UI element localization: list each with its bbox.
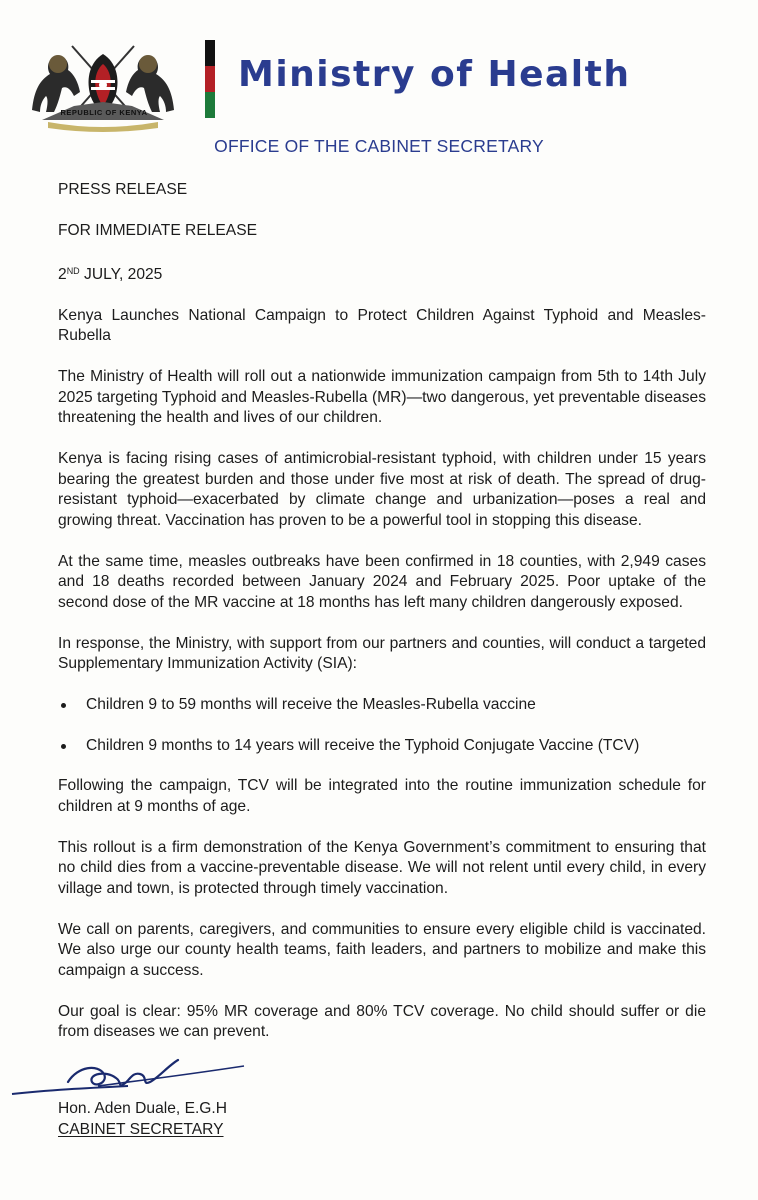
paragraph: This rollout is a firm demonstration of the Kenya Government’s commitment to ensuring that no child dies from a vaccine-preventable disease. We will not relent until every child, in every village and town, is protected through timely vaccination.: [58, 838, 706, 897]
list-item-text: Children 9 to 59 months will receive the Measles-Rubella vaccine: [86, 696, 536, 713]
paragraph: In response, the Ministry, with support from our partners and counties, will conduct a targeted Supplementary Immunization Activity (SIA):: [58, 634, 706, 672]
crest-label: REPUBLIC OF KENYA: [60, 108, 148, 117]
list-item: [58, 736, 706, 757]
paragraph: Kenya is facing rising cases of antimicrobial-resistant typhoid, with children under 15 years bearing the greatest burden and those under five most at risk of death. The spread of drug-resistant typhoid—exacerbated by climate change and urbanization—poses a real and growing threat. Vaccination has proven to be a powerful tool in stopping this disease.: [58, 450, 706, 529]
release-type: PRESS RELEASE: [58, 181, 188, 198]
paragraph: At the same time, measles outbreaks have been confirmed in 18 counties, with 2,949 cases and 18 deaths recorded between January 2024 and February 2025. Poor uptake of the second dose of the MR vaccine at 18 months has left many children dangerously exposed.: [58, 552, 706, 611]
release-urgency: FOR IMMEDIATE RELEASE: [58, 221, 257, 239]
bullet-icon: [61, 703, 66, 708]
release-headline: Kenya Launches National Campaign to Protect Children Against Typhoid and Measles-Rubella: [58, 306, 706, 344]
office-title: OFFICE OF THE CABINET SECRETARY: [214, 136, 544, 156]
bullet-icon: [61, 744, 66, 749]
list-item: [58, 695, 706, 716]
release-date: [58, 261, 706, 286]
paragraph: Following the campaign, TCV will be integrated into the routine immunization schedule for children at 9 months of age.: [58, 777, 706, 815]
date-suffix: ND: [66, 266, 80, 276]
list-item-text: Children 9 months to 14 years will receive the Typhoid Conjugate Vaccine (TCV): [86, 736, 640, 754]
date-rest: JULY, 2025: [84, 266, 163, 283]
paragraph: Our goal is clear: 95% MR coverage and 80% TCV coverage. No child should suffer or die from diseases we can prevent.: [58, 1002, 706, 1040]
signature-icon: [8, 1052, 248, 1104]
flag-stripe: [205, 40, 215, 118]
paragraph: The Ministry of Health will roll out a nationwide immunization campaign from 5th to 14th July 2025 targeting Typhoid and Measles-Rubella (MR)—two dangerous, yet preventable diseases threatening the health and lives of our children.: [58, 368, 706, 426]
coat-of-arms-icon: [24, 40, 182, 132]
date-day: 2: [58, 266, 67, 283]
signatory-name: Hon. Aden Duale, E.G.H: [58, 1100, 228, 1117]
paragraph: We call on parents, caregivers, and communities to ensure every eligible child is vaccinated. We also urge our county health teams, faith leaders, and partners to mobilize and make this campaign a success.: [58, 920, 706, 979]
press-release-body: [58, 180, 706, 1063]
ministry-title: Ministry of Health: [238, 54, 631, 95]
signatory-title: CABINET SECRETARY: [58, 1121, 224, 1138]
